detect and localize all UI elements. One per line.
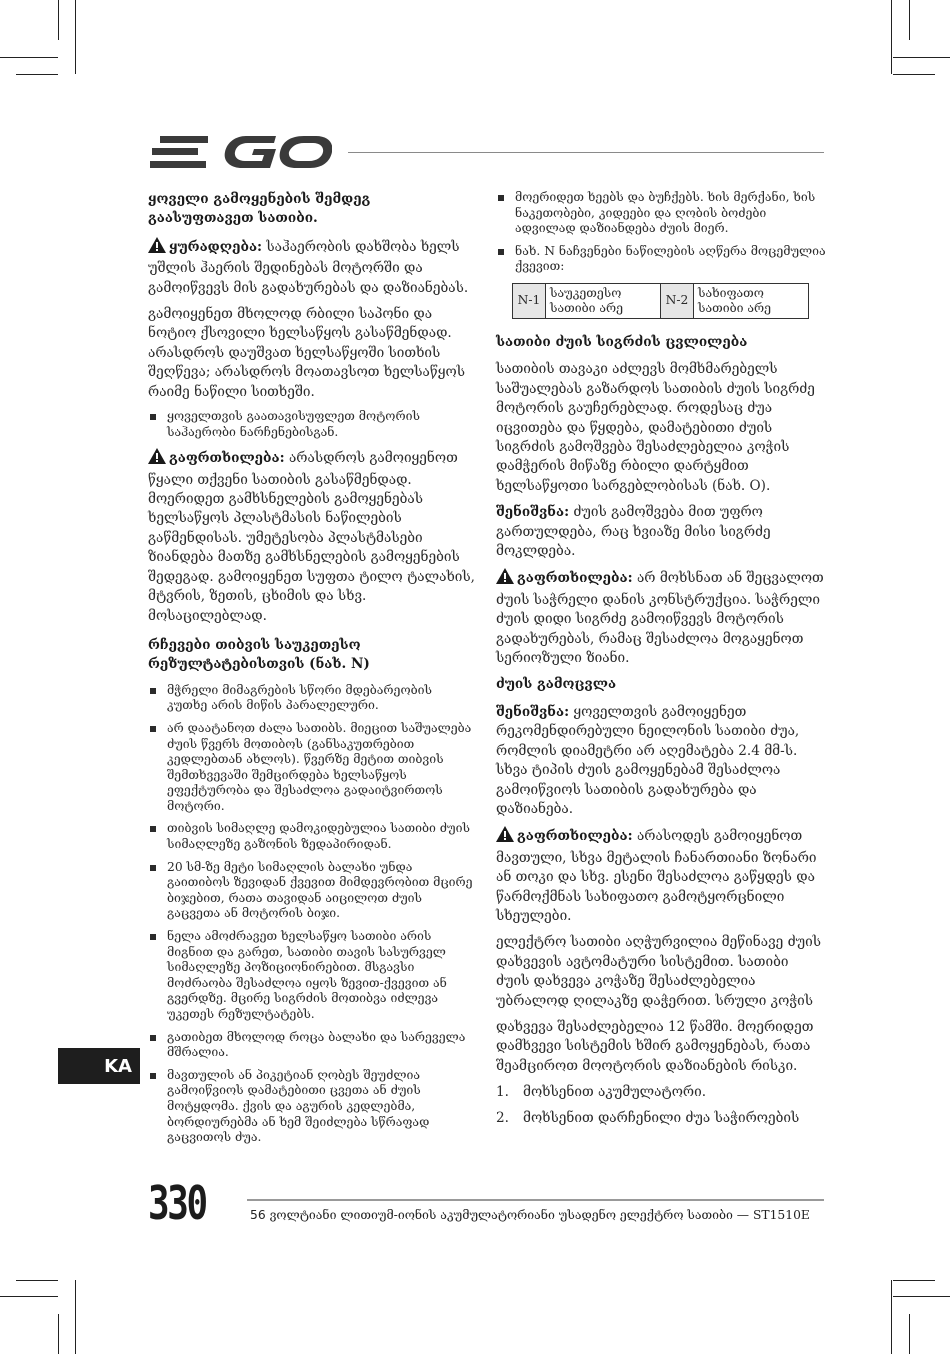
caution-paragraph bbox=[148, 237, 476, 298]
crop-mark bbox=[0, 1296, 58, 1297]
table-cell: საუკეთესო სათიბი არე bbox=[546, 283, 661, 318]
section-heading: სათიბი ძუის სიგრძის ცვლილება bbox=[496, 333, 748, 350]
right-column bbox=[496, 190, 826, 1134]
crop-mark bbox=[58, 0, 59, 40]
note-text: ყოველთვის გამოიყენეთ რეკომენდირებული ნეილონის სათიბი ძუა, რომლის დიამეტრი არ აღემატება 2.4 მმ-ს. სხვა ტიპის ძუის გამოყენებამ შესაძლოა გამოიწვიოს სათიბის გადახურება და დაზიანება. bbox=[496, 703, 800, 817]
step-text: მოხსენით აკუმულატორი. bbox=[523, 1084, 707, 1101]
note-text: ძუის გამოშვება მით უფრო გართულდება, რაც ხვიაზე მისი სიგრძე მოკლდება. bbox=[496, 504, 771, 560]
crop-mark bbox=[58, 1314, 59, 1354]
body-paragraph: გამოიყენეთ მხოლოდ რბილი საპონი და ნოტიო ქსოვილი ხელსაწყოს გასაწმენდად. არასდროს დაუშვათ ხელსაწყოში სითხის შეღწევა; არასდროს მოათავსოთ ხელსაწყოს რაიმე ნაწილი სითხეში. bbox=[148, 306, 465, 400]
list-item: ნელა ამოძრავეთ ხელსაწყო სათიბი არის მიგნით და გარეთ, სათიბი თავის სასურველ სიმაღლეზე პოზიციონირებით. მსგავსი მოძრაობა შესაძლოა იყოს ზევით-ქვევით ან გვერდზე. მცირე სიგრძის მოთიბვა იძლევა უკეთეს რეზულტატებს. bbox=[148, 929, 476, 1023]
crop-mark bbox=[893, 57, 950, 58]
table-cell: N-2 bbox=[661, 283, 694, 318]
language-code: KA bbox=[104, 1055, 132, 1077]
step-number: 1. bbox=[496, 1084, 509, 1101]
tips-bullet-list bbox=[148, 683, 476, 1146]
table-cell: სახიფათო სათიბი არე bbox=[694, 283, 809, 318]
crop-mark bbox=[75, 0, 76, 74]
step-text: მოხსენით დარჩენილი ძუა საჭიროების bbox=[523, 1109, 800, 1126]
footer-page-number: 56 bbox=[250, 1208, 266, 1222]
crop-mark bbox=[16, 74, 58, 75]
warning-label: გაფრთხილება: bbox=[169, 450, 285, 467]
legend-table bbox=[512, 283, 809, 319]
list-item: თიბვის სიმაღლე დამოკიდებულია სათიბი ძუის სიმაღლეზე გაზონის ზედაპირიდან. bbox=[148, 821, 476, 852]
step-number: 2. bbox=[496, 1109, 509, 1126]
footer bbox=[250, 1208, 810, 1222]
body-paragraph: სათიბის თავაკი აძლევს მომხმარებელს საშუალებას გაზარდოს სათიბის ძუის სიგრძე მოტორის გაუჩერებლად. როდესაც ძუა იცვითება და წყდება, დამატებითი ძუის სიგრძის გამოშვება შესაძლებელია კოჭის დამჭერის მიწაზე რბილი დარტყმით ხელსაწყოთი სარგებლობისას (ნახ. O). bbox=[496, 361, 815, 494]
caution-label: ყურადღება: bbox=[169, 238, 263, 255]
crop-mark bbox=[909, 0, 910, 40]
language-tab bbox=[58, 1048, 140, 1084]
crop-mark bbox=[0, 57, 58, 58]
footer-rule bbox=[247, 1199, 824, 1201]
body-paragraph: დახვევა შესაძლებელია 12 წამში. მოერიდეთ დამხვევი სისტემის ხშირ გამოყენებას, რათა შეამციროთ მოოტორის დაზიანების რისკი. bbox=[496, 1018, 814, 1074]
warning-triangle-icon bbox=[496, 826, 514, 848]
warning-text: არასოდეს გამოიყენოთ მავთული, სხვა მეტალის ჩანართიანი ზონარი ან თოკი და სხვ. ესენი შესაძლოა გაწყდეს და წარმოქმნას სახიფათო გამოტყორცნილი სხეულები. bbox=[496, 828, 817, 924]
warning-triangle-icon bbox=[148, 448, 166, 470]
note-label: შენიშვნა: bbox=[496, 504, 570, 521]
warning-paragraph bbox=[148, 448, 476, 626]
ego-logo bbox=[150, 134, 332, 174]
page-number: 330 bbox=[148, 1176, 206, 1230]
caution-text: საჰაერობის დახშობა ხელს უშლის ჰაერის შედინებას მოტორში და გამოიწვევს მის გადახურებას და დაზიანებას. bbox=[148, 238, 469, 296]
crop-mark bbox=[16, 1280, 58, 1281]
crop-mark bbox=[893, 74, 935, 75]
crop-mark bbox=[891, 1280, 892, 1354]
list-item: მოერიდეთ ხეებს და ბუჩქებს. ხის მერქანი, ხის ნაკეთობები, კიდეები და ღობის ბოძები ადვილად დაზიანდება ძუის მიერ. bbox=[496, 190, 826, 237]
list-item: ყოველთვის გაათავისუფლეთ მოტორის საჰაერობი ნარჩენებისგან. bbox=[148, 409, 476, 440]
list-item: მჭრელი მიმაგრების სწორი მდებარეობის კუთხე არის მიწის პარალელური. bbox=[148, 683, 476, 714]
table-row bbox=[513, 283, 809, 318]
footer-title: ვოლტიანი ლითიუმ-იონის აკუმულატორიანი უსადენო ელექტრო სათიბი — ST1510E bbox=[269, 1208, 810, 1222]
crop-mark bbox=[891, 0, 892, 74]
warning-triangle-icon bbox=[148, 237, 166, 259]
list-item bbox=[496, 1083, 826, 1102]
list-item: ნახ. N ნაჩვენები ნაწილების აღწერა მოცემულია ქვევით: bbox=[496, 244, 826, 275]
warning-label: გაფრთხილება: bbox=[517, 570, 633, 587]
crop-mark bbox=[909, 1314, 910, 1354]
list-item: მავთულის ან პიკეტიან ღობეს შეუძლია გამოიწვიოს დამატებითი ცვეთა ან ძუის მოტყდომა. ქვის და აგურის კედლებმა, ბორდიურებმა ან ხემ შეიძლება სწრაფად გაცვითოს ძუა. bbox=[148, 1068, 476, 1146]
list-item bbox=[496, 1109, 826, 1128]
warning-triangle-icon bbox=[496, 568, 514, 590]
note-label: შენიშვნა: bbox=[496, 703, 570, 720]
warning-text: არასდროს გამოიყენოთ წყალი თქვენი სათიბის გასაწმენდად. მოერიდეთ გამხსნელების გამოყენებას ხელსაწყოს პლასტმასის ნაწილების გაწმენდისას. უმეტესობა პლასტმასები ზიანდება მათზე გამხსნელების გამოყენების შედეგად. გამოიყენეთ სუფთა ტილო ტალახის, მტვრის, ზეთის, ცხიმის და სხვ. მოსაცილებლად. bbox=[148, 450, 475, 624]
note-paragraph bbox=[496, 503, 826, 561]
list-item: გათიბეთ მხოლოდ როცა ბალახი და სარეველა მშრალია. bbox=[148, 1030, 476, 1061]
crop-mark bbox=[893, 1296, 950, 1297]
crop-mark bbox=[893, 1280, 935, 1281]
section-heading: რჩევები თიბვის საუკეთესო რეზულტატებისთვის (ნახ. N) bbox=[148, 636, 370, 673]
section-heading: ძუის გამოცვლა bbox=[496, 676, 617, 693]
note-paragraph bbox=[496, 703, 826, 819]
warning-paragraph bbox=[496, 568, 826, 668]
left-column bbox=[148, 190, 476, 1154]
header-rule bbox=[348, 152, 824, 153]
bullet-list bbox=[148, 409, 476, 440]
body-paragraph: ელექტრო სათიბი აღჭურვილია მეწინავე ძუის დახვევის ავტომატური სისტემით. სათიბი ძუის დახვევა კოჭაზე შესაძლებელია უბრალოდ ღილაკზე დაჭერით. სრული კოჭის bbox=[496, 934, 821, 1009]
list-item: 20 სმ-ზე მეტი სიმაღლის ბალახი უნდა გაითიბოს ზევიდან ქვევით მიმდევრობით მცირე ბიჯებით, რათა თავიდან აიცილოთ ძუის გაცვეთა ან მოტორის ბიჯი. bbox=[148, 860, 476, 922]
warning-paragraph bbox=[496, 826, 826, 926]
section-heading: ყოველი გამოყენების შემდეგ გაასუფთავეთ სათიბი. bbox=[148, 191, 371, 227]
warning-text: არ მოხსნათ ან შეცვალოთ ძუის საჭრელი დანის კონსტრუქცია. საჭრელი ძუის დიდი სიგრძე გამოიწვევს მოტორის გადახურებას, რამაც შესაძლოა მოგაყენოთ სერიოზული ზიანი. bbox=[496, 570, 824, 667]
bullet-list bbox=[496, 190, 826, 275]
table-cell: N-1 bbox=[513, 283, 546, 318]
crop-mark bbox=[75, 1280, 76, 1354]
list-item: არ დაატანოთ ძალა სათიბს. მიეცით საშუალება ძუის წვერს მოთიბოს (განსაკუთრებით კედლებთან ახლოს). წვერზე მეტით თიბვის შემთხვევაში შემცირდება ხელსაწყოს ეფექტურობა და შესაძლოა გადაიტვირთოს მოტორი. bbox=[148, 721, 476, 815]
steps-list bbox=[496, 1083, 826, 1128]
warning-label: გაფრთხილება: bbox=[517, 828, 633, 845]
